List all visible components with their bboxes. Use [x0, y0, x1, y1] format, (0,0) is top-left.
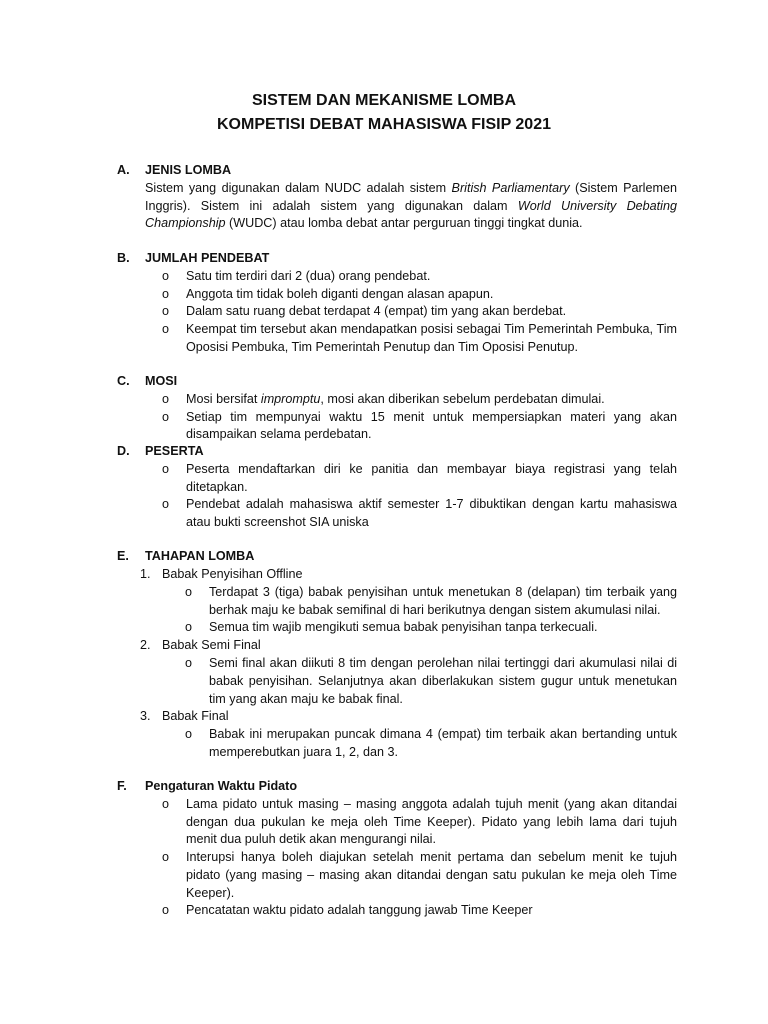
bullet-list [117, 461, 677, 532]
list-item-text: Semua tim wajib mengikuti semua babak penyisihan tanpa terkecuali. [209, 620, 598, 635]
bullet-marker: o [185, 620, 193, 635]
section-title: JUMLAH PENDEBAT [145, 251, 270, 265]
bullet-list [117, 268, 677, 357]
bullet-marker: o [162, 322, 170, 337]
section-heading [117, 162, 677, 180]
stage-heading [117, 566, 677, 584]
stage-label: Babak Semi Final [162, 638, 261, 653]
list-item-text: Peserta mendaftarkan diri ke panitia dan membayar biaya registrasi yang telah ditetapkan. [186, 462, 677, 494]
stage-number: 2. [140, 638, 151, 653]
list-item-text: Setiap tim mempunyai waktu 15 menit untuk mempersiapkan materi yang akan disampaikan selama perdebatan. [186, 409, 677, 442]
bullet-marker: o [185, 727, 193, 742]
paragraph-italic-text: World University Debating Championship [145, 198, 677, 231]
bullet-marker: o [185, 585, 193, 599]
list-item [117, 619, 677, 637]
paragraph-text: (WUDC) atau lomba debat antar perguruan tinggi tingkat dunia. [225, 216, 583, 231]
list-item-text: Mosi bersifat [186, 392, 261, 406]
list-item [117, 268, 677, 286]
list-item-text: Semi final akan diikuti 8 tim dengan perolehan nilai tertinggi dari akumulasi nilai di babak penyisihan. Selanjutnya akan diberlakukan sistem gugur untuk menetukan tim yang akan maju ke babak final. [209, 656, 677, 706]
section-jumlah-pendebat [117, 250, 677, 357]
bullet-marker: o [162, 497, 170, 512]
bullet-list [117, 655, 677, 708]
paragraph-text: Sistem yang digunakan dalam NUDC adalah sistem [145, 181, 452, 195]
section-title: PESERTA [145, 444, 204, 458]
stage-heading [117, 708, 677, 726]
section-letter: C. [117, 374, 130, 388]
bullet-list [117, 726, 677, 761]
list-item-text: Babak ini merupakan puncak dimana 4 (empat) tim terbaik akan bertanding untuk memperebutkan juara 1, 2, dan 3. [209, 727, 677, 759]
bullet-list [117, 584, 677, 637]
bullet-marker: o [162, 392, 170, 406]
section-jenis-lomba [117, 162, 677, 233]
section-letter: E. [117, 549, 129, 563]
stage-item [117, 708, 677, 761]
list-item-text: Pendebat adalah mahasiswa aktif semester 1-7 dibuktikan dengan kartu mahasiswa atau bukti screenshot SIA uniska [186, 497, 677, 530]
stage-label: Babak Final [162, 709, 229, 724]
bullet-marker: o [185, 656, 193, 671]
list-item-text: Pencatatan waktu pidato adalah tanggung jawab Time Keeper [186, 903, 533, 918]
bullet-marker: o [162, 850, 170, 865]
stage-label: Babak Penyisihan Offline [162, 567, 303, 581]
list-item-text: Anggota tim tidak boleh diganti dengan alasan apapun. [186, 286, 494, 301]
bullet-marker: o [162, 462, 170, 476]
stage-item [117, 637, 677, 708]
section-pengaturan-waktu-pidato [117, 778, 677, 920]
bullet-marker: o [162, 269, 170, 283]
list-item-text: , mosi akan diberikan sebelum perdebatan dimulai. [320, 392, 605, 406]
paragraph-text: (Sistem Parlemen Inggris). Sistem ini adalah sistem yang digunakan dalam [145, 181, 677, 213]
list-item [117, 286, 677, 304]
section-title: JENIS LOMBA [145, 163, 232, 177]
list-item [117, 409, 677, 444]
section-title: TAHAPAN LOMBA [145, 549, 255, 563]
list-item-text: Dalam satu ruang debat terdapat 4 (empat) tim yang akan berdebat. [186, 304, 567, 319]
section-title: MOSI [145, 374, 178, 388]
list-item [117, 849, 677, 902]
list-item [117, 796, 677, 849]
section-heading [117, 443, 677, 461]
section-heading [117, 373, 677, 391]
bullet-list [117, 796, 677, 920]
section-title: Pengaturan Waktu Pidato [145, 779, 298, 793]
list-item-text: Lama pidato untuk masing – masing anggota adalah tujuh menit (yang akan ditandai dengan dua pukulan ke meja oleh Time Keeper). Pidato yang lebih lama dari tujuh menit dua puluh detik akan mengurangi nilai. [186, 797, 677, 847]
document-title-line-1: SISTEM DAN MEKANISME LOMBA [252, 92, 516, 109]
list-item [117, 321, 677, 356]
stage-heading [117, 637, 677, 655]
stage-number: 1. [140, 567, 151, 581]
stage-list [117, 566, 677, 762]
bullet-list [117, 391, 677, 444]
bullet-marker: o [162, 797, 170, 811]
section-mosi [117, 373, 677, 444]
list-item [117, 303, 677, 321]
section-letter: D. [117, 444, 130, 458]
section-paragraph [145, 180, 677, 233]
list-item [117, 496, 677, 531]
section-heading [117, 778, 677, 796]
list-item [117, 584, 677, 619]
list-item-text: Terdapat 3 (tiga) babak penyisihan untuk menetukan 8 (delapan) tim terbaik yang berhak maju ke babak semifinal di hari berikutnya dengan sistem akumulasi nilai. [209, 585, 677, 617]
list-item [117, 461, 677, 496]
stage-item [117, 566, 677, 637]
section-letter: A. [117, 163, 130, 177]
list-item [117, 726, 677, 761]
list-item [117, 655, 677, 708]
bullet-marker: o [162, 286, 170, 301]
bullet-marker: o [162, 903, 170, 918]
section-tahapan-lomba [117, 548, 677, 762]
bullet-marker: o [162, 409, 170, 424]
paragraph-italic-text: British Parliamentary [451, 181, 570, 195]
bullet-marker: o [162, 304, 170, 319]
section-heading [117, 250, 677, 268]
list-item [117, 391, 677, 409]
stage-number: 3. [140, 709, 151, 724]
section-peserta [117, 443, 677, 532]
list-item [117, 902, 677, 920]
list-item-text: Keempat tim tersebut akan mendapatkan posisi sebagai Tim Pemerintah Pembuka, Tim Oposisi Pembuka, Tim Pemerintah Penutup dan Tim Oposisi Penutup. [186, 322, 677, 354]
section-letter: F. [117, 779, 127, 793]
section-letter: B. [117, 251, 130, 265]
document-title-line-2: KOMPETISI DEBAT MAHASISWA FISIP 2021 [217, 116, 551, 133]
list-item-italic-text: impromptu [260, 392, 321, 406]
list-item-text: Interupsi hanya boleh diajukan setelah menit pertama dan sebelum menit ke tujuh pidato (yang masing – masing akan ditandai dengan satu pukulan ke meja oleh Time Keeper). [186, 850, 677, 900]
list-item-text: Satu tim terdiri dari 2 (dua) orang pendebat. [186, 269, 431, 283]
section-heading [117, 548, 677, 566]
